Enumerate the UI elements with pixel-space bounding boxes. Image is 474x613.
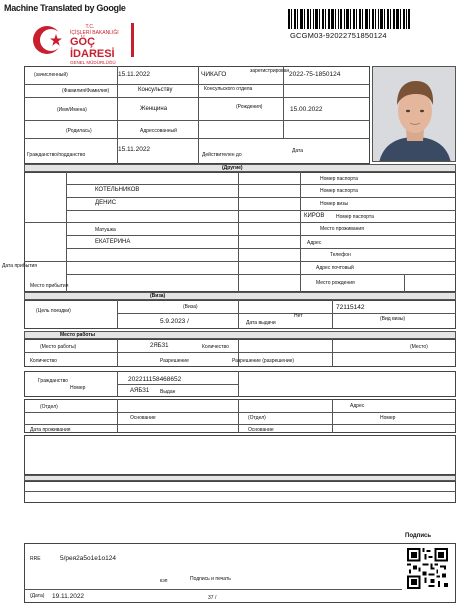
agency-title [70, 24, 128, 65]
visa-type-label: (Вид визы) [380, 316, 406, 322]
divider [198, 66, 199, 164]
consular-dept-label: Консульского отдела [204, 86, 253, 92]
divider [117, 300, 118, 329]
divider [238, 399, 239, 433]
barcode-icon [288, 9, 410, 29]
divider [24, 491, 456, 492]
valid-until-label: Действителен до [202, 152, 242, 158]
divider [24, 120, 370, 121]
divider [24, 352, 456, 353]
given-name-label: (Имя/Имена) [57, 107, 87, 113]
applicant-photo [372, 66, 456, 162]
agency-line1: T.C. [85, 24, 95, 30]
other-row-value: КИРОВ [304, 213, 325, 219]
arrival-date-label: Дата прибытия [2, 263, 37, 269]
work-row2-mid: Разрешение [160, 358, 189, 364]
agency-red-bar [131, 23, 134, 57]
section-citizenship [24, 371, 456, 397]
divider [24, 138, 370, 139]
visa-issue-date-label: Дата выдачи [246, 320, 276, 326]
divider [24, 261, 456, 262]
divider [66, 248, 456, 249]
footer-mid-value: кэп [160, 578, 168, 584]
other-row-label: Номер визы [320, 201, 349, 207]
citizenship-label-2: Гражданство [38, 378, 68, 384]
divider [404, 274, 405, 292]
agency-line2: İÇİŞLERİ BAKANLIĞI [70, 30, 119, 36]
other-row-label: Место проживания [320, 226, 364, 232]
person-photo-icon [373, 67, 456, 162]
department-label-2: (Отдел) [248, 415, 266, 421]
footer-date-label: (Дата) [30, 593, 45, 599]
notes-block-2 [24, 481, 456, 503]
other-row-label: Номер паспорта [320, 176, 358, 182]
citizenship-code: 202211158468652 [128, 376, 182, 383]
divider [66, 197, 456, 198]
footer-date: 19.11.2022 [52, 593, 85, 600]
footer-mid-label: Подпись и печать [190, 576, 231, 582]
divider [117, 339, 118, 367]
basis-label: Основание [130, 415, 156, 421]
visa-note: Нет [294, 313, 303, 319]
divider [117, 384, 238, 385]
section-visa [24, 300, 456, 329]
citizenship-issued-label: Выдан [160, 389, 176, 395]
registration-ref-label: зарегистрирован [250, 68, 290, 74]
gender-value: Женщина [140, 106, 168, 112]
mother-label: Матушка [95, 227, 116, 233]
visa-issue-date: 5.9.2023 / [160, 318, 189, 325]
divider [117, 399, 118, 433]
divider [24, 97, 370, 98]
section3-heading: (Виза) [150, 293, 166, 299]
other-row-value: ЕКАТЕРИНА [95, 239, 131, 245]
trip-purpose-label: (Цель поездки) [36, 308, 71, 314]
divider [24, 412, 456, 413]
divider [283, 66, 284, 138]
section3-heading-bar [24, 292, 456, 300]
born-label: (Родилась) [66, 128, 92, 134]
birth-date: 15.00.2022 [290, 106, 323, 113]
divider [24, 84, 370, 85]
citizenship-label: Гражданство/подданство [27, 152, 86, 158]
residence-date-label: Дата проживания [30, 427, 71, 433]
footer-left-label: RRE [30, 556, 41, 562]
date-label: Дата [292, 148, 304, 154]
visa-code: 72115142 [336, 304, 365, 311]
citizenship-value-b: АЯБЗ1 [130, 388, 150, 394]
agency-line4: GENEL MÜDÜRLÜĞÜ [70, 60, 116, 65]
addressed-label: Адрессованный [140, 128, 177, 134]
surname-label: (Фамилия/Фамилия) [62, 88, 110, 94]
machine-translation-label: Machine Translated by Google [4, 3, 126, 13]
divider [24, 589, 402, 590]
consulate-value: Консульству [138, 87, 173, 93]
arrival-place-label: Место прибытия [30, 283, 69, 289]
divider [24, 424, 456, 425]
divider [24, 222, 456, 223]
signature-label: Подпись [405, 533, 432, 539]
registration-date: 15.11.2022 [118, 71, 151, 78]
divider [238, 300, 239, 329]
divider [332, 399, 333, 433]
other-row-value: ДЕНИС [95, 200, 117, 206]
other-row-label: Номер паспорта [320, 188, 358, 194]
basis-label-2: Основание [248, 427, 274, 433]
valid-until-date: 15.11.2022 [118, 146, 151, 153]
address-label: Адрес [350, 403, 365, 409]
agency-logo-icon [27, 20, 67, 60]
work-value: 2ЯБЗ1 [150, 343, 169, 349]
visa-label: (Виза) [183, 304, 198, 310]
divider [66, 274, 456, 275]
agency-name: GÖÇ İDARESİ [70, 36, 115, 60]
divider [238, 371, 239, 397]
barcode-number: GCGM03-92022751850124 [290, 31, 387, 40]
divider [332, 300, 333, 329]
footer-box [24, 543, 456, 603]
work-count-label: Количество [202, 344, 229, 350]
other-row-label: Телефон [330, 252, 351, 258]
divider [66, 210, 456, 211]
work-row2-left: Количество [30, 358, 57, 364]
footer-page: 37 / [208, 595, 217, 601]
section4-heading: Место работы [60, 332, 96, 338]
registration-ref: 2022-75-1850124 [289, 71, 341, 78]
divider [66, 235, 456, 236]
section2-heading: (Другие) [222, 165, 243, 171]
other-row-label: Номер паспорта [336, 214, 374, 220]
footer-left-code: 5/рея2а5о1е1о124 [60, 555, 116, 562]
qr-code-icon [407, 548, 448, 589]
notes-block [24, 435, 456, 475]
divider [66, 184, 456, 185]
divider [332, 339, 333, 367]
registration-status: ЧИКАГО [201, 71, 227, 78]
divider [117, 313, 456, 314]
section-personal-info [24, 66, 370, 164]
citizenship-number-label: Номер [70, 385, 86, 391]
other-row-label: Адрес [307, 240, 322, 246]
other-row-label: Место рождения [316, 280, 355, 286]
other-row-label: Адрес почтовый [316, 265, 354, 271]
department-label: (Отдел) [40, 404, 58, 410]
birth-label: (Рождения) [236, 104, 263, 110]
other-row-value: КОТЕЛЬНИКОВ [95, 187, 140, 193]
work-place-label: (Место) [410, 344, 428, 350]
workplace-label: (Место работы) [40, 344, 77, 350]
registered-label: (зачисленный) [34, 72, 68, 78]
number-label: Номер [380, 415, 396, 421]
work-row2-right: Разрешение (разрешение) [232, 358, 295, 364]
